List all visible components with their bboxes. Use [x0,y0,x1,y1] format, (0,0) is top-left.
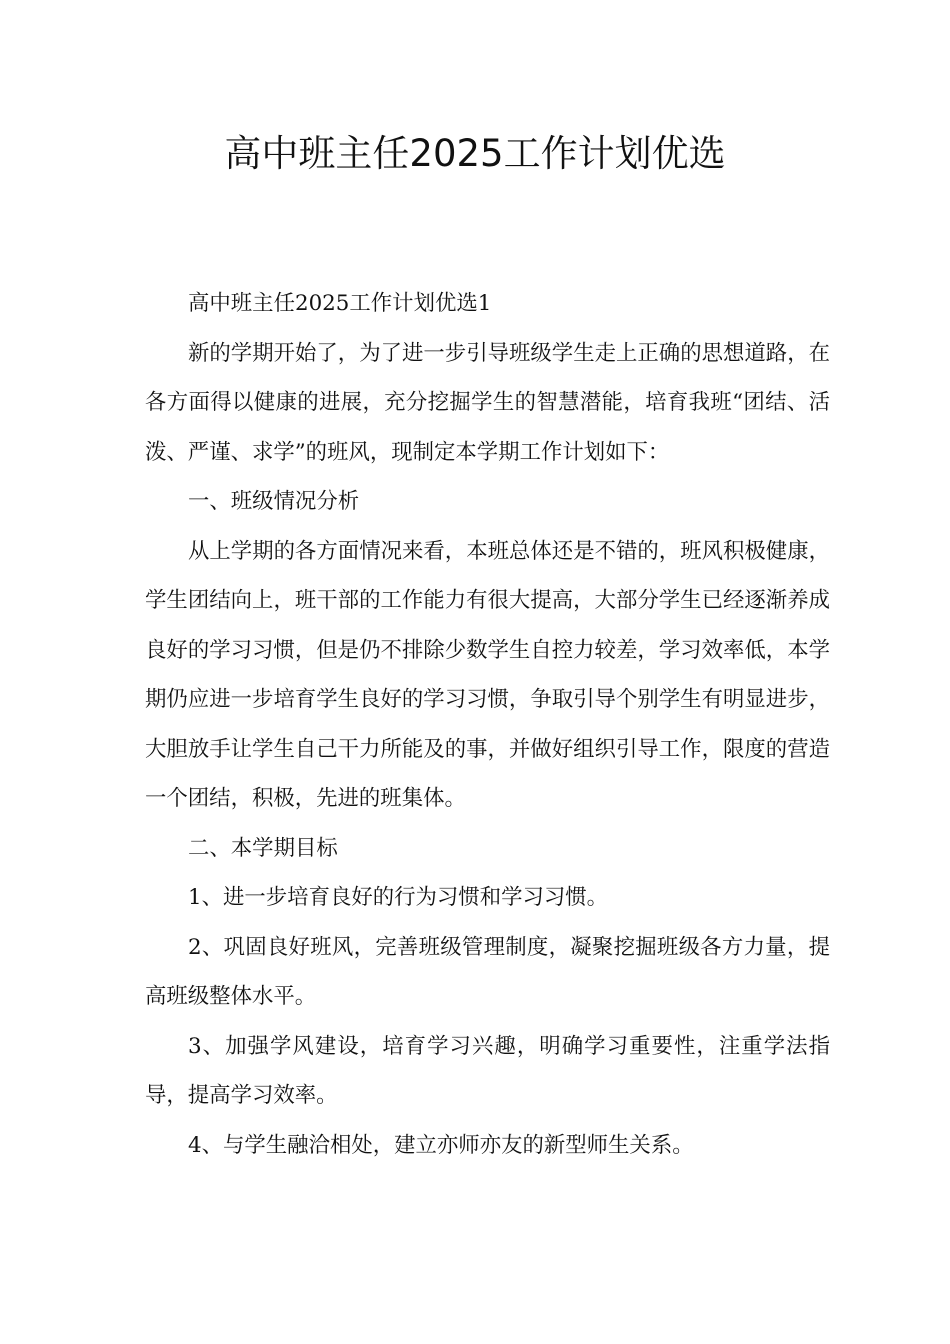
list-item: 1、进一步培育良好的行为习惯和学习习惯。 [188,885,609,910]
document-body [145,279,830,1170]
paragraph: 新的学期开始了，为了进一步引导班级学生走上正确的思想道路，在各方面得以健康的进展，充分挖掘学生的智慧潜能，培育我班“团结、活泼、严谨、求学”的班风，现制定本学期工作计划如下： [145,340,830,465]
section-heading: 二、本学期目标 [188,835,338,861]
list-item: 2、巩固良好班风，完善班级管理制度，凝聚挖掘班级各方力量，提高班级整体水平。 [145,934,830,1009]
document-title: 高中班主任2025工作计划优选 [224,132,726,175]
section-heading: 一、班级情况分析 [188,489,360,514]
list-item: 3、加强学风建设，培育学习兴趣，明确学习重要性，注重学法指导，提高学习效率。 [145,1033,830,1108]
section-heading: 高中班主任2025工作计划优选1 [188,291,492,316]
paragraph: 从上学期的各方面情况来看，本班总体还是不错的，班风积极健康，学生团结向上，班干部的工作能力有很大提高，大部分学生已经逐渐养成良好的学习习惯，但是仍不排除少数学生自控力较差，学习效率低，本学期仍应进一步培育学生良好的学习习惯，争取引导个别学生有明显进步，大胆放手让学生自己干力所能及的事，并做好组织引导工作，限度的营造一个团结，积极，先进的班集体。 [145,538,830,811]
list-item: 4、与学生融洽相处，建立亦师亦友的新型师生关系。 [188,1132,694,1158]
